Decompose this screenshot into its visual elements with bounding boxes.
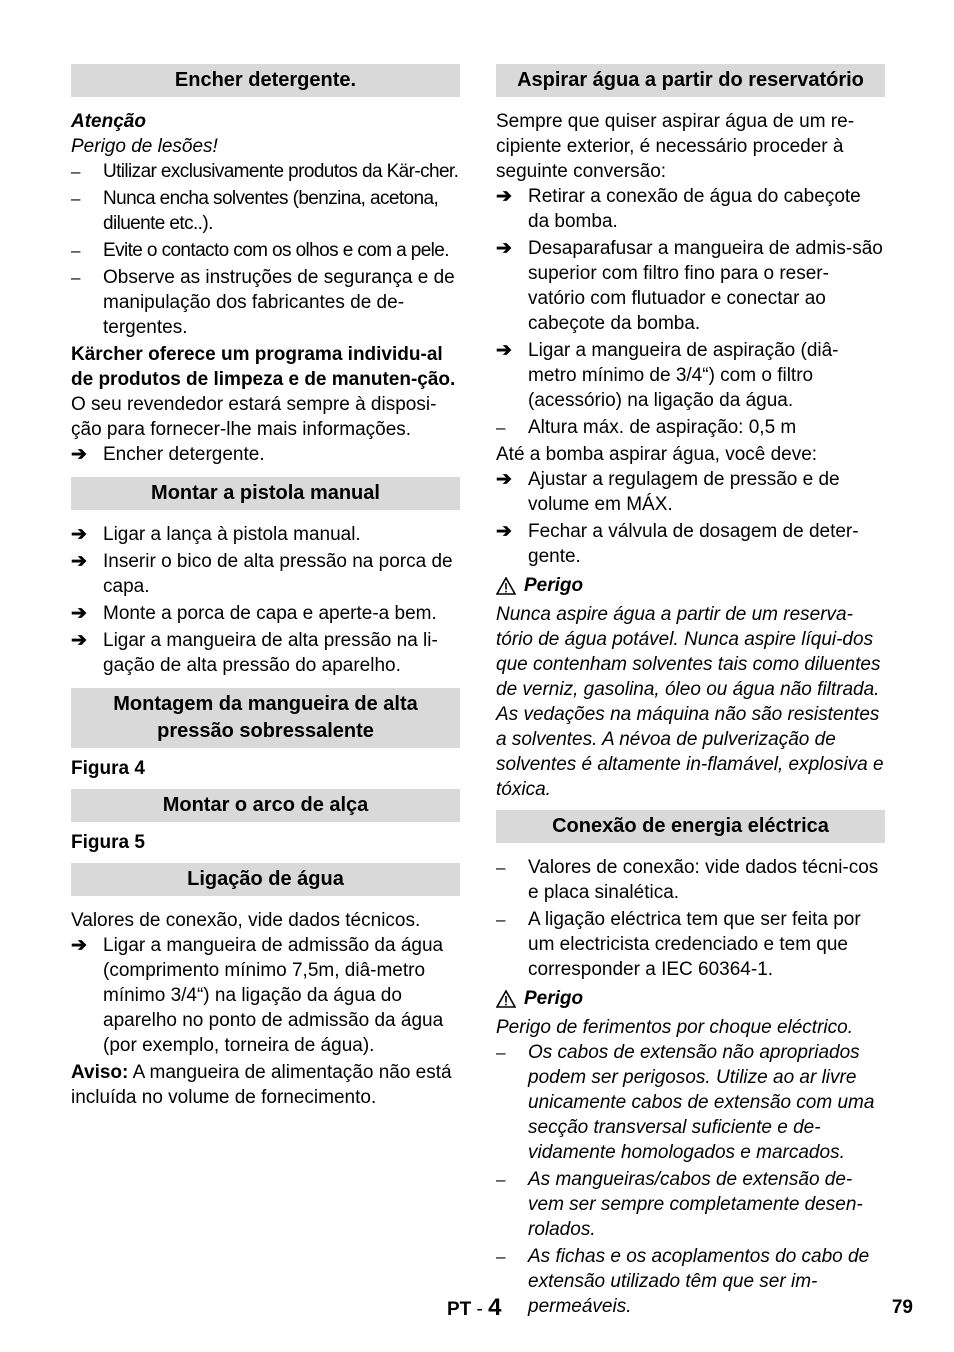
left-column (71, 64, 460, 1110)
list-item: – A ligação eléctrica tem que ser feita por um electricista credenciado e tem que corresponder a IEC 60364-1. (496, 909, 861, 980)
bold-paragraph: Kärcher oferece um programa individu-al de produtos de limpeza e de manuten-ção. (71, 344, 456, 390)
arrow-icon: ➔ (496, 521, 512, 542)
figure-reference: Figura 5 (71, 832, 145, 853)
attention-title: Atenção (71, 111, 146, 132)
danger-heading: Perigo (496, 573, 885, 598)
list-item: – As mangueiras/cabos de extensão de-vem ser sempre completamente desen-rolados. (496, 1169, 863, 1240)
list-item: – Utilizar exclusivamente produtos da Kär-cher. (71, 161, 459, 182)
page-number: 79 (891, 1297, 913, 1318)
arrow-icon: ➔ (71, 630, 87, 651)
list-item: – Observe as instruções de segurança e de manipulação dos fabricantes de de-tergentes. (71, 267, 455, 338)
section-heading-ligacao-agua: Ligação de água (71, 863, 460, 896)
paragraph: Valores de conexão, vide dados técnicos. (71, 910, 421, 931)
arrow-icon: ➔ (71, 524, 87, 545)
list-item: – Os cabos de extensão não apropriados podem ser perigosos. Utilize ao ar livre unicamente cabos de extensão com uma secção transversal suficiente e de-vidamente homologados e marcados. (496, 1042, 875, 1163)
section-heading-encher-detergente: Encher detergente. (71, 64, 460, 97)
page-label: PT - 4 (447, 1294, 502, 1321)
list-item: ➔ Ligar a mangueira de admissão da água (comprimento mínimo 7,5m, diâ-metro mínimo 3/4“) na ligação da água do aparelho no ponto de admissão da água (por exemplo, torneira de água). (71, 935, 444, 1056)
danger-subtitle: Perigo de ferimentos por choque eléctrico. (496, 1017, 853, 1038)
section-heading-montagem-mangueira: Montagem da mangueira de alta pressão sobressalente (71, 688, 460, 748)
arrow-icon: ➔ (496, 469, 512, 490)
list-item: ➔ Retirar a conexão de água do cabeçote da bomba. (496, 186, 861, 232)
list-item: ➔ Ligar a mangueira de alta pressão na li-gação de alta pressão do aparelho. (71, 630, 438, 676)
danger-heading: Perigo (496, 986, 885, 1011)
section-heading-montar-arco: Montar o arco de alça (71, 789, 460, 822)
notice-paragraph: Aviso: A mangueira de alimentação não está incluída no volume de fornecimento. (71, 1062, 452, 1108)
list-item: ➔ Ajustar a regulagem de pressão e de volume em MÁX. (496, 469, 840, 515)
section-heading-montar-pistola: Montar a pistola manual (71, 477, 460, 510)
list-item: – Altura máx. de aspiração: 0,5 m (496, 417, 797, 438)
section-heading-aspirar-agua: Aspirar água a partir do reservatório (496, 64, 885, 97)
right-column (496, 64, 885, 1321)
paragraph: O seu revendedor estará sempre à disposi-ção para fornecer-lhe mais informações. (71, 394, 437, 440)
arrow-icon: ➔ (71, 935, 87, 956)
list-item: – Evite o contacto com os olhos e com a pele. (71, 240, 449, 261)
paragraph: Até a bomba aspirar água, você deve: (496, 444, 818, 465)
list-item: ➔ Encher detergente. (71, 444, 265, 465)
arrow-icon: ➔ (496, 238, 512, 259)
arrow-icon: ➔ (71, 603, 87, 624)
list-item: ➔ Fechar a válvula de dosagem de deter-gente. (496, 521, 859, 567)
list-item: ➔ Ligar a mangueira de aspiração (diâ-metro mínimo de 3/4“) com o filtro (acessório) na ligação da água. (496, 340, 839, 411)
section-heading-conexao-energia: Conexão de energia eléctrica (496, 810, 885, 843)
list-item: ➔ Inserir o bico de alta pressão na porca de capa. (71, 551, 453, 597)
warning-triangle-icon (496, 577, 516, 595)
arrow-icon: ➔ (71, 444, 87, 465)
list-item: – As fichas e os acoplamentos do cabo de extensão utilizado têm que ser im-permeáveis. (496, 1246, 870, 1317)
attention-subtitle: Perigo de lesões! (71, 136, 218, 157)
figure-reference: Figura 4 (71, 758, 145, 779)
paragraph: Sempre que quiser aspirar água de um re-cipiente exterior, é necessário proceder à seguinte conversão: (496, 111, 855, 182)
arrow-icon: ➔ (71, 551, 87, 572)
list-item: ➔ Ligar a lança à pistola manual. (71, 524, 361, 545)
list-item: – Nunca encha solventes (benzina, acetona, diluente etc..). (71, 188, 439, 234)
danger-text: Nunca aspire água a partir de um reserva-tório de água potável. Nunca aspire líqui-dos que contenham solventes tais como diluentes de verniz, gasolina, óleo ou água não filtrada. As vedações na máquina não são resistentes a solventes. A névoa de pulverização de solventes é altamente in-flamável, explosiva e tóxica. (496, 604, 884, 800)
warning-triangle-icon (496, 990, 516, 1008)
arrow-icon: ➔ (496, 340, 512, 361)
list-item: – Valores de conexão: vide dados técni-cos e placa sinalética. (496, 857, 879, 903)
list-item: ➔ Monte a porca de capa e aperte-a bem. (71, 603, 437, 624)
arrow-icon: ➔ (496, 186, 512, 207)
list-item: ➔ Desaparafusar a mangueira de admis-são superior com filtro fino para o reser-vatório com flutuador e conectar ao cabeçote da bomba. (496, 238, 883, 334)
